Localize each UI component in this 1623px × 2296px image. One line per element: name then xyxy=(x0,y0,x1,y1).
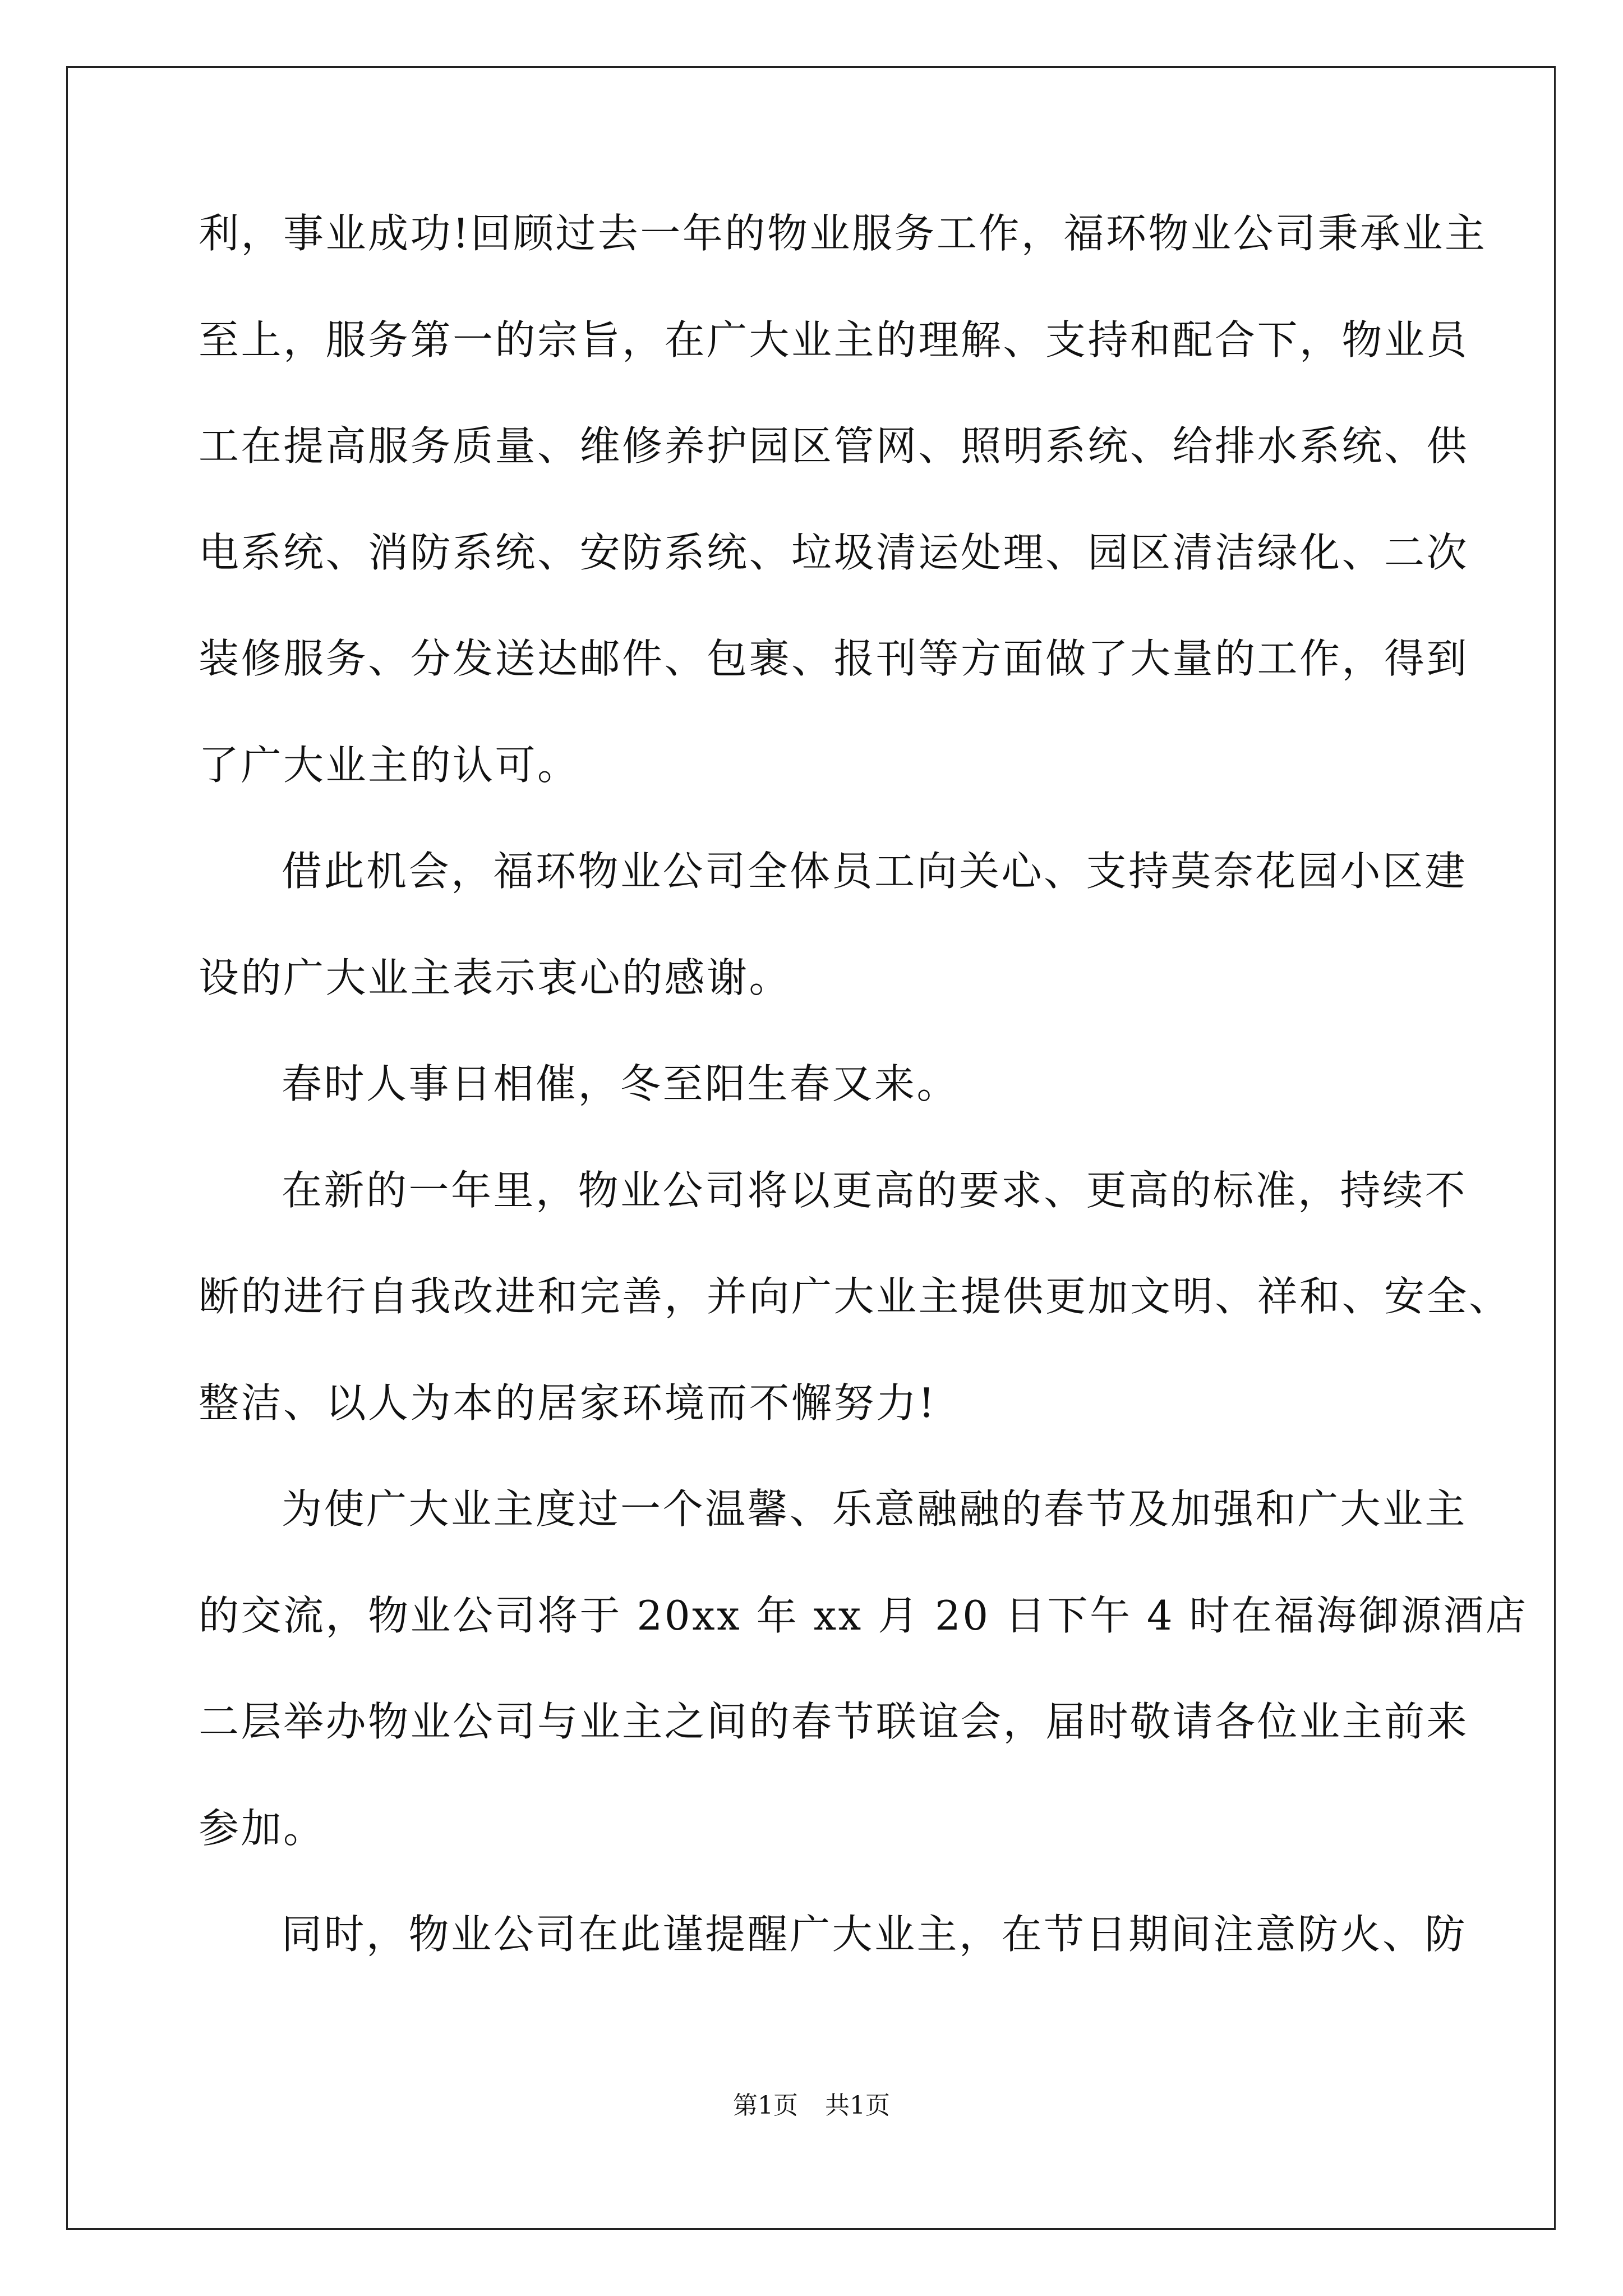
paragraph-first-line: 同时，物业公司在此谨提醒广大业主，在节日期间注意防火、防 xyxy=(282,1911,1468,1958)
document-body xyxy=(199,210,1528,2021)
text-line: 二层举办物业公司与业主之间的春节联谊会，届时敬请各位业主前来 xyxy=(199,1698,1469,1745)
paragraph-first-line: 在新的一年里，物业公司将以更高的要求、更高的标准，持续不 xyxy=(282,1166,1468,1214)
text-line: 断的进行自我改进和完善，并向广大业主提供更加文明、祥和、安全、 xyxy=(199,1273,1511,1320)
text-line: 至上，服务第一的宗旨，在广大业主的理解、支持和配合下，物业员 xyxy=(199,316,1469,364)
text-line: 装修服务、分发送达邮件、包裹、报刊等方面做了大量的工作，得到 xyxy=(199,635,1469,682)
page-footer xyxy=(0,2091,1623,2120)
paragraph-first-line: 为使广大业主度过一个温馨、乐意融融的春节及加强和广大业主 xyxy=(282,1485,1468,1533)
text-line: 设的广大业主表示衷心的感谢。 xyxy=(199,954,792,1001)
text-line: 工在提高服务质量、维修养护园区管网、照明系统、给排水系统、供 xyxy=(199,422,1469,470)
text-line: 整洁、以人为本的居家环境而不懈努力! xyxy=(199,1379,937,1427)
text-line: 参加。 xyxy=(199,1804,326,1852)
page-total: 共1页 xyxy=(825,2091,890,2120)
page-number: 第1页 xyxy=(733,2091,798,2120)
text-line: 利，事业成功!回顾过去一年的物业服务工作，福环物业公司秉承业主 xyxy=(199,210,1487,257)
text-line: 了广大业主的认可。 xyxy=(199,741,580,789)
text-line: 的交流，物业公司将于 20xx 年 xx 月 20 日下午 4 时在福海御源酒店 xyxy=(199,1591,1528,1639)
paragraph-first-line: 春时人事日相催，冬至阳生春又来。 xyxy=(282,1060,960,1107)
paragraph-first-line: 借此机会，福环物业公司全体员工向关心、支持莫奈花园小区建 xyxy=(282,848,1468,895)
text-line: 电系统、消防系统、安防系统、垃圾清运处理、园区清洁绿化、二次 xyxy=(199,528,1469,576)
